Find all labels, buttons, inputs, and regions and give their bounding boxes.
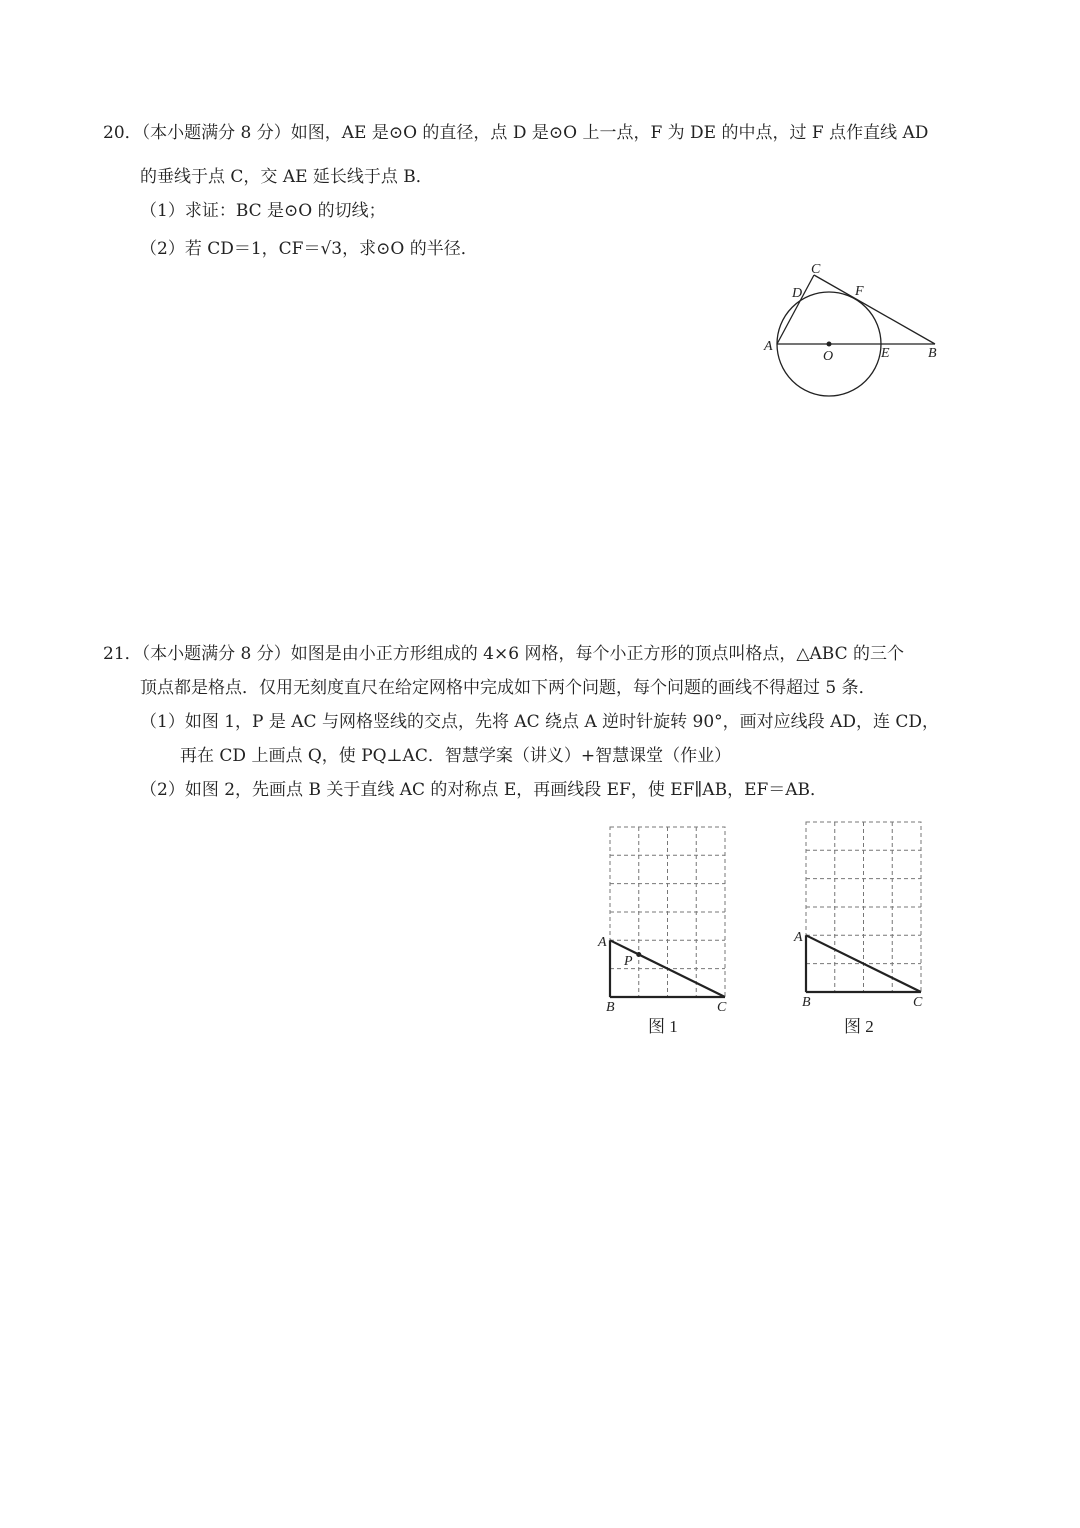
fig1-caption: 图 1 — [648, 1017, 678, 1036]
fig2-caption: 图 2 — [844, 1017, 874, 1036]
fig2-label-b: B — [802, 995, 811, 1010]
segment-cb — [814, 275, 935, 344]
point-p — [636, 952, 641, 957]
q21-part-2: （2）如图 2，先画点 B 关于直线 AC 的对称点 E，再画线段 EF，使 EF∥AB，EF＝AB． — [140, 780, 828, 800]
fig1-label-b: B — [606, 1000, 615, 1015]
q21-line-1: 21．（本小题满分 8 分）如图是由小正方形组成的 4×6 网格，每个小正方形的顶点叫格点，△ABC 的三个 — [103, 644, 905, 664]
fig2-label-c: C — [913, 995, 923, 1010]
label-f: F — [855, 284, 864, 299]
label-c: C — [811, 262, 821, 277]
label-a: A — [764, 339, 773, 354]
q20-part-2: （2）若 CD＝1，CF＝√3，求⊙O 的半径． — [140, 239, 478, 259]
q21-line-2: 顶点都是格点．仅用无刻度直尺在给定网格中完成如下两个问题，每个问题的画线不得超过 5 条． — [140, 678, 876, 698]
q21-figure-1 — [590, 815, 750, 1045]
q21-part-1: （1）如图 1，P 是 AC 与网格竖线的交点，先将 AC 绕点 A 逆时针旋转 90°，画对应线段 AD，连 CD， — [140, 712, 940, 732]
label-o: O — [823, 349, 834, 364]
fig2-label-a: A — [794, 930, 803, 945]
q21-part-1-cont: 再在 CD 上画点 Q，使 PQ⊥AC．智慧学案（讲义）+智慧课堂（作业） — [180, 746, 732, 766]
grid-2 — [806, 822, 921, 992]
q20-line-2: 的垂线于点 C，交 AE 延长线于点 B． — [140, 167, 433, 187]
q21-figure-2 — [786, 810, 946, 1040]
label-b: B — [928, 346, 937, 361]
label-e: E — [881, 346, 890, 361]
fig1-label-p: P — [624, 954, 633, 969]
q20-part-1: （1）求证：BC 是⊙O 的切线； — [140, 201, 386, 221]
q20-line-1: 20．（本小题满分 8 分）如图，AE 是⊙O 的直径，点 D 是⊙O 上一点，F 为 DE 的中点，过 F 点作直线 AD — [103, 123, 929, 143]
label-d: D — [792, 286, 803, 301]
center-point-o — [827, 342, 832, 347]
fig1-label-c: C — [717, 1000, 727, 1015]
q20-circle-figure — [760, 258, 950, 403]
grid-1 — [610, 827, 725, 997]
fig1-label-a: A — [598, 935, 607, 950]
